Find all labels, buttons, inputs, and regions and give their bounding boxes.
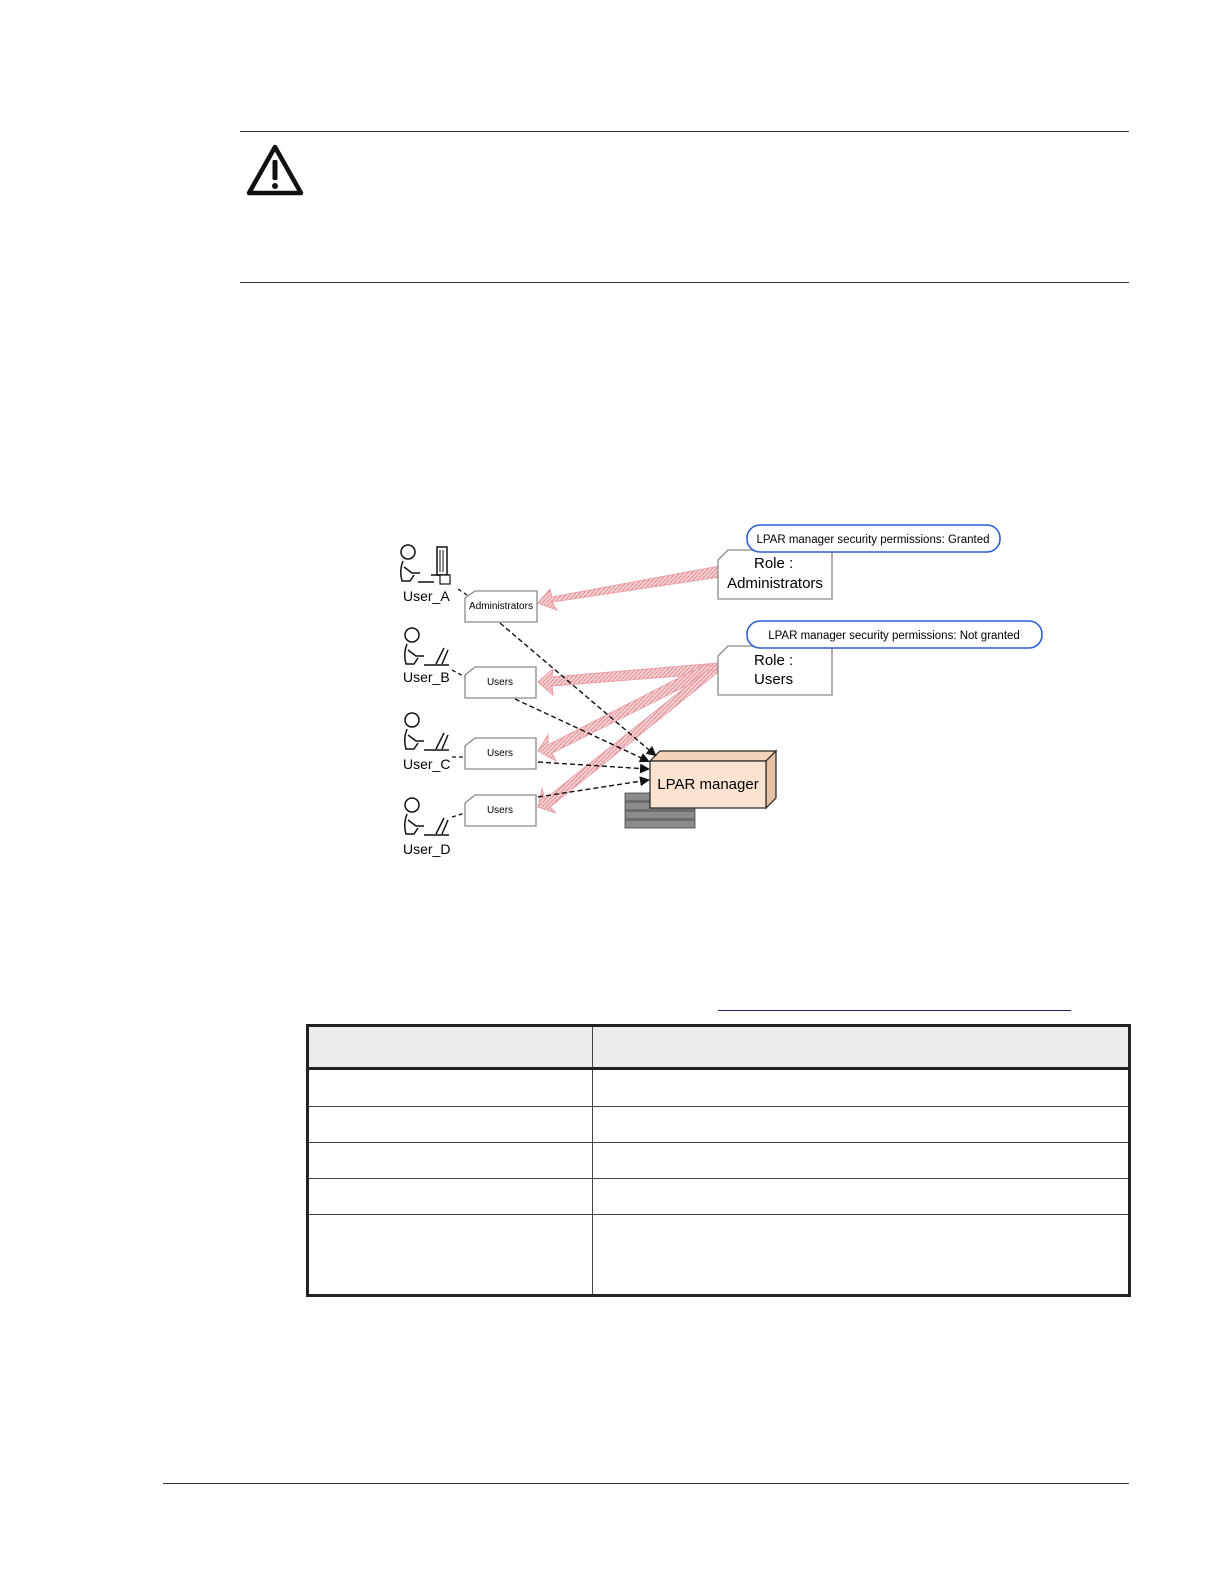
table-row [308,1179,1130,1215]
table-cell [308,1215,593,1296]
user-name-d: User_D [403,841,451,857]
permission-bubble-granted [747,525,1000,552]
role-box-administrators [718,550,832,599]
table-row [308,1215,1130,1296]
table-cell [308,1106,593,1142]
role-name-administrators: Administrators [727,575,823,592]
table-cell [593,1106,1130,1142]
warning-top-rule [240,131,1129,132]
table-cell [308,1069,593,1106]
permission-bubble-not-granted [747,621,1042,648]
user-figure-c [405,713,449,750]
user-figure-a [401,545,450,584]
table-cell [593,1179,1130,1215]
link-underline[interactable] [718,1010,1071,1011]
permission-text-granted: LPAR manager security permissions: Granted [756,534,990,546]
user-name-c: User_C [403,756,451,772]
table-row [308,1142,1130,1178]
footer-rule [163,1483,1129,1484]
user-tag-d-label: Users [486,805,514,816]
table-row [308,1106,1130,1142]
user-tag-c [465,738,536,769]
table-header-row [308,1026,1130,1069]
user-name-b: User_B [403,669,450,685]
role-permission-diagram [390,515,1060,865]
table-cell [593,1215,1130,1296]
user-figure-b [405,628,449,665]
table-cell [308,1142,593,1178]
lpar-manager-server [625,751,776,828]
user-tag-d [465,795,536,826]
permissions-table [306,1024,1131,1297]
role-name-users: Users [754,671,794,688]
table-cell [593,1142,1130,1178]
lpar-manager-label: LPAR manager [657,776,759,793]
role-box-users [718,646,832,695]
user-tag-b [465,667,536,698]
table-row [308,1069,1130,1106]
table-cell [593,1069,1130,1106]
permission-text-not-granted: LPAR manager security permissions: Not granted [768,630,1020,642]
role-label-users: Role : [754,652,794,669]
role-label-administrators: Role : [754,555,794,572]
user-tag-connectors [452,589,470,817]
warning-bottom-rule [240,282,1129,283]
table-cell [308,1179,593,1215]
warning-icon [246,143,304,197]
user-figure-d [405,798,449,835]
user-tag-b-label: Users [486,677,514,688]
user-name-a: User_A [403,588,450,604]
table-header-cell [308,1026,593,1069]
user-tag-c-label: Users [486,748,514,759]
table-header-cell [593,1026,1130,1069]
user-tag-a-label: Administrators [469,601,533,612]
user-tag-a [465,591,537,622]
